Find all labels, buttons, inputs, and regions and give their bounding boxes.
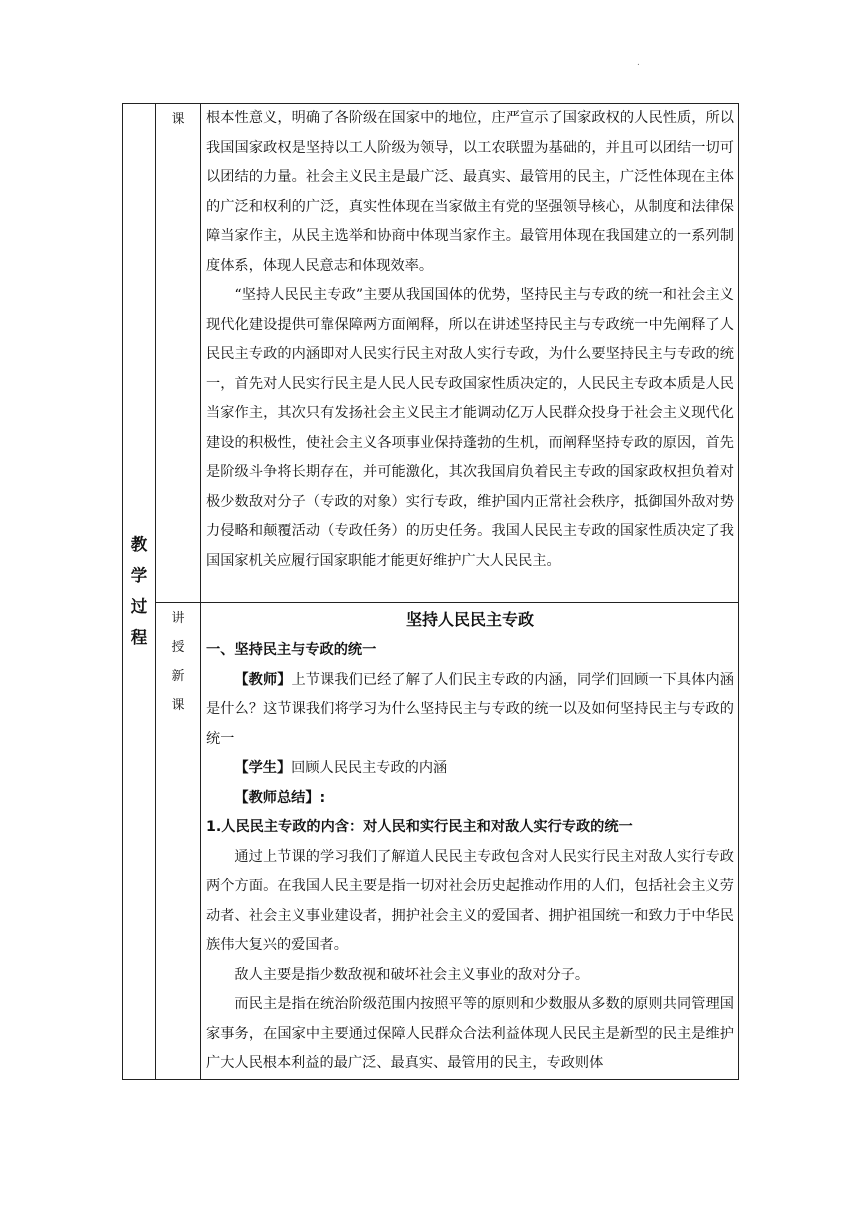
teacher-text: 上节课我们已经了解了人们民主专政的内涵，同学们回顾一下具体内涵是什么？这节课我们将学习为什么坚持民主与专政的统一以及如何坚持民主与专政的统一 xyxy=(206,671,734,747)
student-tag: 【学生】 xyxy=(234,760,292,776)
section-heading: 一、坚持民主与专政的统一 xyxy=(206,642,377,658)
label-char: 教 xyxy=(130,535,148,555)
course-content-cell xyxy=(201,104,739,603)
student-text: 回顾人民民主专政的内涵 xyxy=(291,760,448,776)
label-char: 讲 xyxy=(171,611,185,626)
summary-tag: 【教师总结】: xyxy=(234,789,326,806)
paragraph: 而民主是指在统治阶级范围内按照平等的原则和少数服从多数的原则共同管理国家事务，在国家中主要通过保障人民群众合法利益体现人民民主是新型的民主是维护广大人民根本利益的最广泛、最真实、最管用的民主，专政则体 xyxy=(206,996,734,1071)
table-row xyxy=(123,603,739,1080)
student-paragraph xyxy=(206,754,734,784)
side-label-new-lesson xyxy=(156,603,201,1080)
point-heading: 1.人民民主专政的内含：对人民和实行民主和对敌人实行专政的统一 xyxy=(206,819,633,835)
teaching-process-label xyxy=(123,104,156,1080)
lesson-content-cell xyxy=(201,603,739,1080)
label-char: 新 xyxy=(171,669,185,684)
lesson-table xyxy=(122,103,739,1080)
label-char: 学 xyxy=(130,566,148,586)
label-char: 授 xyxy=(171,640,185,655)
header-mark: . xyxy=(637,58,640,68)
teacher-paragraph xyxy=(206,666,734,755)
teacher-tag: 【教师】 xyxy=(234,671,292,688)
label-char: 课 xyxy=(171,698,185,713)
paragraph: 根本性意义，明确了各阶级在国家中的地位，庄严宣示了国家政权的人民性质，所以我国国家政权是坚持以工人阶级为领导，以工农联盟为基础的，并且可以团结一切可以团结的力量。社会主义民主是最广泛、最真实、最管用的民主，广泛性体现在主体的广泛和权利的广泛，真实性体现在当家做主有党的坚强领导核心，从制度和法律保障当家作主，从民主选举和协商中体现当家作主。最管用体现在我国建立的一系列制度体系，体现人民意志和体现效率。 xyxy=(206,110,734,274)
side-label-course xyxy=(156,104,201,603)
label-char: 课 xyxy=(171,112,185,127)
paragraph: 敌人主要是指少数敌视和破坏社会主义事业的敌对分子。 xyxy=(234,966,590,983)
paragraph: 通过上节课的学习我们了解道人民民主专政包含对人民实行民主对敌人实行专政两个方面。在我国人民主要是指一切对社会历史起推动作用的人们，包括社会主义劳动者、社会主义事业建设者，拥护社会主义的爱国者、拥护祖国统一和致力于中华民族伟大复兴的爱国者。 xyxy=(206,848,734,953)
lesson-title: 坚持人民民主专政 xyxy=(405,610,534,629)
table-row xyxy=(123,104,739,603)
label-char: 过 xyxy=(130,597,148,617)
paragraph: “坚持人民民主专政”主要从我国国体的优势，坚持民主与专政的统一和社会主义现代化建设提供可靠保障两方面阐释，所以在讲述坚持民主与专政统一中先阐释了人民民主专政的内涵即对人民实行民主对敌人实行专政，为什么要坚持民主与专政的统一，首先对人民实行民主是人民人民专政国家性质决定的，人民民主专政本质是人民当家作主，其次只有发扬社会主义民主才能调动亿万人民群众投身于社会主义现代化建设的积极性，使社会主义各项事业保持蓬勃的生机，而阐释坚持专政的原因，首先是阶级斗争将长期存在，并可能激化，其次我国肩负着民主专政的国家政权担负着对极少数敌对分子（专政的对象）实行专政，维护国内正常社会秩序，抵御国外敌对势力侵略和颠覆活动（专政任务）的历史任务。我国人民民主专政的国家性质决定了我国国家机关应履行国家职能才能更好维护广大人民民主。 xyxy=(206,287,734,569)
label-char: 程 xyxy=(130,628,148,648)
